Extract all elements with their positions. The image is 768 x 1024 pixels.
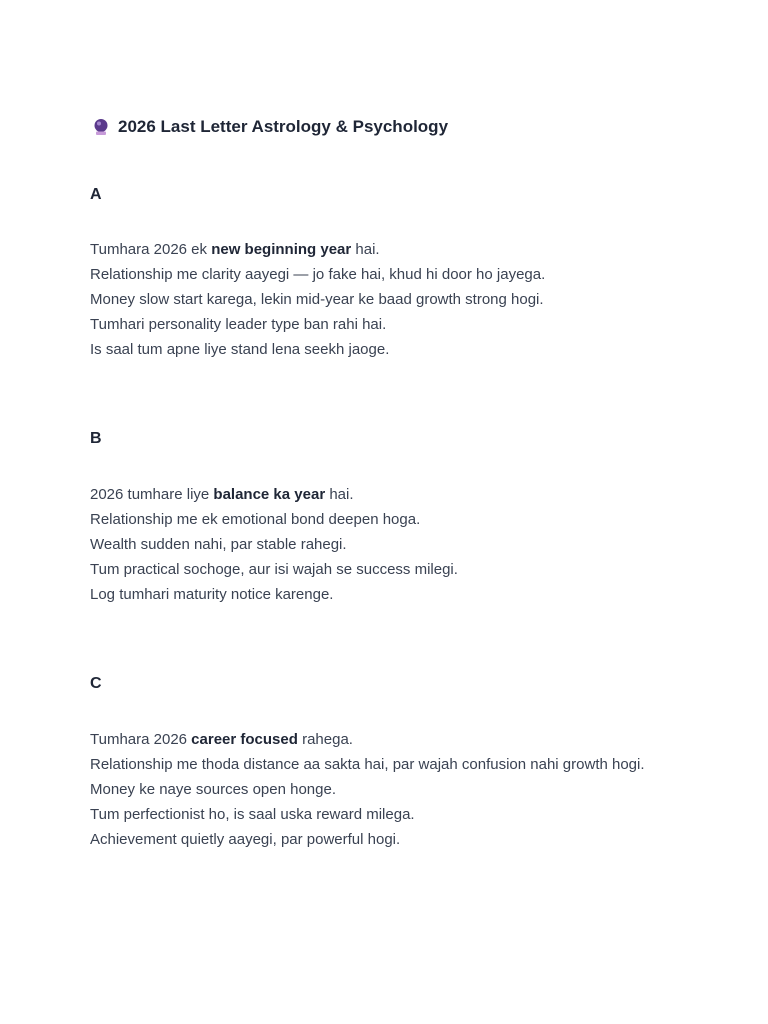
section-line: Log tumhari maturity notice karenge. [90,586,334,603]
section-line: Relationship me thoda distance aa sakta hai, par wajah confusion nahi growth hogi. [90,756,645,773]
section-line: Tum perfectionist ho, is saal uska reward milega. [90,806,415,823]
section-line: Relationship me clarity aayegi — jo fake hai, khud hi door ho jayega. [90,266,546,283]
page-title-text: 2026 Last Letter Astrology & Psychology [118,117,449,136]
section-a-text [90,237,730,362]
section-line: Tumhara 2026 career focused rahega. [90,731,353,748]
section-b-heading: B [90,430,102,447]
section-line: Money slow start karega, lekin mid-year ke baad growth strong hogi. [90,291,544,308]
section-line: Tumhari personality leader type ban rahi hai. [90,316,387,333]
section-c-text [90,727,730,852]
section-line: Relationship me ek emotional bond deepen hoga. [90,511,421,528]
section-c-heading: C [90,675,102,692]
section-line: Tum practical sochoge, aur isi wajah se success milegi. [90,561,458,578]
section-b-text [90,482,730,607]
section-line: Achievement quietly aayegi, par powerful hogi. [90,831,401,848]
crystal-ball-icon [92,118,110,136]
section-line: Tumhara 2026 ek new beginning year hai. [90,241,380,258]
section-line: Money ke naye sources open honge. [90,781,336,798]
section-line: Is saal tum apne liye stand lena seekh jaoge. [90,341,390,358]
page-title [92,117,448,137]
section-line: 2026 tumhare liye balance ka year hai. [90,486,354,503]
section-line: Wealth sudden nahi, par stable rahegi. [90,536,347,553]
section-a-heading: A [90,186,102,203]
